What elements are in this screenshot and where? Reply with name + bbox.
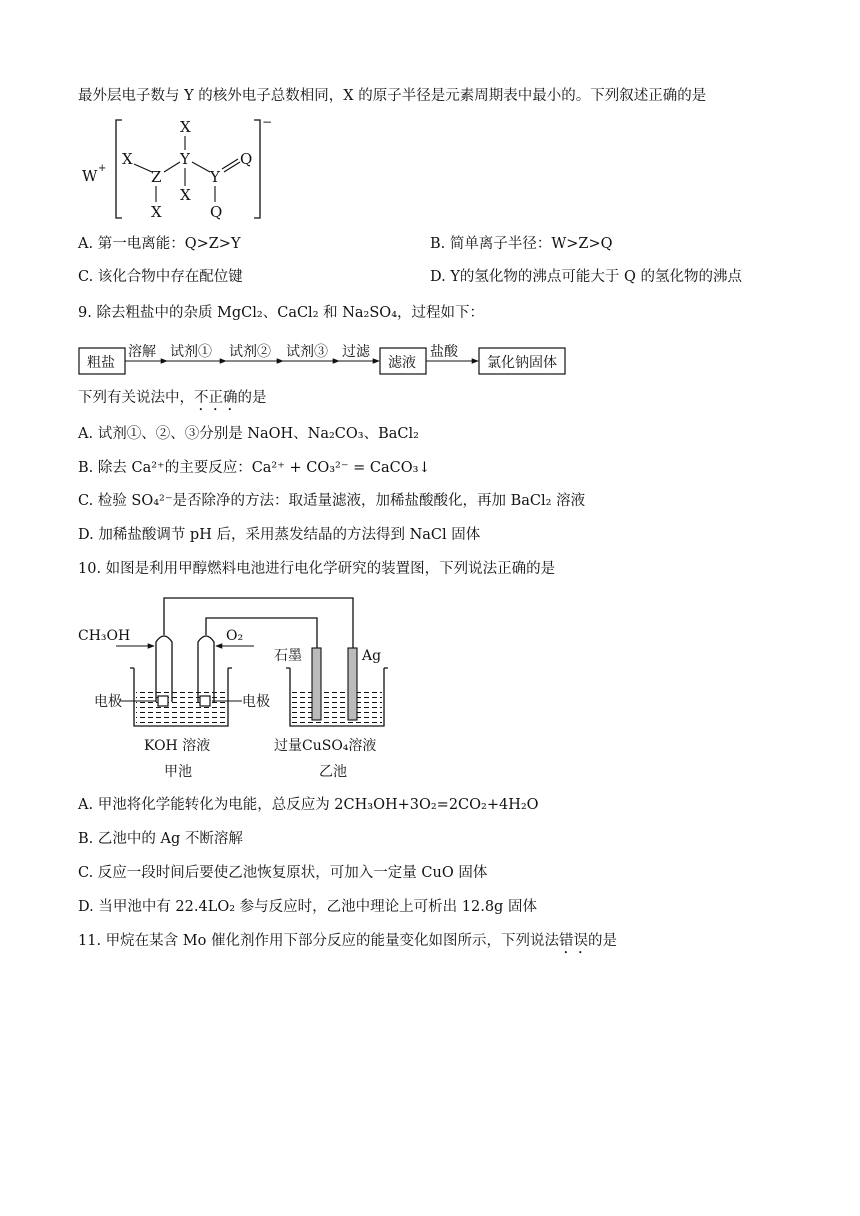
q9-option-a: A. 试剂①、②、③分别是 NaOH、Na₂CO₃、BaCl₂	[78, 426, 419, 442]
flow-end: 氯化钠固体	[487, 355, 557, 371]
label-cuso4: 过量CuSO₄溶液	[274, 738, 377, 754]
atom-y-center: Y	[180, 150, 190, 168]
flow-mid: 滤液	[388, 355, 416, 371]
label-ag: Ag	[362, 648, 382, 664]
q10-option-d: D. 当甲池中有 22.4LO₂ 参与反应时，乙池中理论上可析出 12.8g 固体	[78, 899, 537, 915]
atom-z: Z	[151, 168, 162, 186]
q8-structure-figure	[78, 114, 288, 224]
label-cell-2: 乙池	[319, 764, 347, 780]
q11-stem: 11. 甲烷在某含 Mo 催化剂作用下部分反应的能量变化如图所示，下列说法错误的是	[78, 933, 617, 949]
q10-stem: 10. 如图是利用甲醇燃料电池进行电化学研究的装置图，下列说法正确的是	[78, 561, 556, 577]
atom-q-right: Q	[240, 150, 253, 168]
flow-start: 粗盐	[87, 355, 115, 371]
q9-ask-emphasis: 不正确	[194, 390, 238, 406]
atom-x-top: X	[180, 118, 191, 136]
flow-step-5: 过滤	[342, 344, 370, 360]
q10-option-a: A. 甲池将化学能转化为电能，总反应为 2CH₃OH+3O₂=2CO₂+4H₂O	[78, 797, 539, 813]
q9-option-d: D. 加稀盐酸调节 pH 后，采用蒸发结晶的方法得到 NaCl 固体	[78, 527, 481, 543]
flow-step-6: 盐酸	[430, 344, 458, 360]
q9-option-c: C. 检验 SO₄²⁻是否除净的方法：取适量滤液，加稀盐酸酸化，再加 BaCl₂ 溶液	[78, 493, 586, 509]
q8-option-d: D. Y的氢化物的沸点可能大于 Q 的氢化物的沸点	[430, 269, 743, 285]
flow-step-3: 试剂②	[229, 344, 271, 360]
q10-option-b: B. 乙池中的 Ag 不断溶解	[78, 831, 243, 847]
q8-option-b: B. 简单离子半径：W>Z>Q	[430, 236, 613, 252]
label-cell-1: 甲池	[164, 764, 192, 780]
q10-option-c: C. 反应一段时间后要使乙池恢复原状，可加入一定量 CuO 固体	[78, 865, 488, 881]
atom-x-left: X	[122, 150, 133, 168]
q9-stem: 9. 除去粗盐中的杂质 MgCl₂、CaCl₂ 和 Na₂SO₄，过程如下：	[78, 305, 485, 321]
atom-y-right: Y	[210, 168, 220, 186]
label-ch3oh: CH₃OH	[78, 628, 131, 644]
q10-apparatus-figure	[76, 590, 406, 785]
q9-flowchart	[78, 338, 578, 382]
q9-ask: 下列有关说法中，不正确的是	[78, 390, 267, 406]
label-electrode-left: 电极	[94, 694, 122, 710]
cation-symbol: W	[82, 167, 98, 185]
atom-x-lower-mid: X	[180, 186, 191, 204]
q11-stem-emphasis: 错误	[558, 933, 588, 949]
q8-option-a: A. 第一电离能：Q>Z>Y	[78, 236, 241, 252]
flow-step-4: 试剂③	[286, 344, 328, 360]
label-electrode-right: 电极	[242, 694, 270, 710]
q9-option-b: B. 除去 Ca²⁺的主要反应：Ca²⁺ + CO₃²⁻ = CaCO₃↓	[78, 460, 431, 476]
label-graphite: 石墨	[274, 648, 302, 664]
q8-option-c: C. 该化合物中存在配位键	[78, 269, 243, 285]
flow-step-1: 溶解	[128, 344, 156, 360]
anion-charge: −	[262, 115, 273, 129]
cation-charge: +	[98, 163, 107, 174]
flow-step-2: 试剂①	[170, 344, 212, 360]
label-o2: O₂	[226, 628, 244, 644]
q8-stem-tail: 最外层电子数与 Y 的核外电子总数相同，X 的原子半径是元素周期表中最小的。下列叙述正确的是	[78, 88, 707, 104]
atom-q-bottom: Q	[210, 203, 223, 221]
atom-x-bottom: X	[151, 203, 162, 221]
label-koh: KOH 溶液	[144, 738, 211, 754]
